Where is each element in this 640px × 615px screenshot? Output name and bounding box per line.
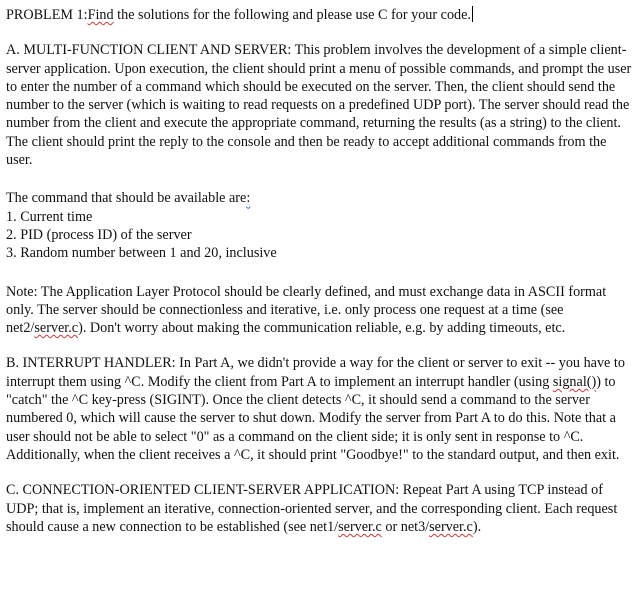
command-item: 2. PID (process ID) of the server: [6, 226, 192, 243]
note-text-before: Note: The Application Layer Protocol should be clearly defined, and must exchange data in ASCII format only. The server should be connectionless and iterative, i.e. only process one request at a time (see net2/: [6, 283, 607, 337]
section-c-text-before: C. CONNECTION-ORIENTED CLIENT-SERVER APPLICATION: Repeat Part A using TCP instead of UDP; that is, implement an iterative, connection-oriented server, and the corresponding client. Each request should cause a new connection to be established (see net1/: [6, 482, 618, 535]
problem-title-prefix: PROBLEM 1:: [6, 7, 88, 23]
problem-title: [6, 6, 634, 24]
spelling-flag-server-c-1: server.c: [338, 518, 382, 535]
section-a-paragraph: A. MULTI-FUNCTION CLIENT AND SERVER: This problem involves the development of a simple client-server application. Upon execution, the client should print a menu of possible commands, and prompt the user to enter the number of a command which should be executed on the server. Then, the client should send the number to the server (which is waiting to read requests on a predefined UDP port). The server should read the number from the client and execute the appropriate command, returning the results (as a string) to the client. The client should print the reply to the console and then be ready to accept additional commands from the user.: [6, 42, 632, 169]
command-list-intro: [6, 189, 634, 207]
command-item: 1. Current time: [6, 208, 93, 225]
problem-title-rest: the solutions for the following and please use C for your code.: [113, 7, 471, 23]
spelling-flag-server-c-2: server.c: [429, 518, 473, 535]
spelling-flag-signal: signal(): [552, 373, 597, 390]
note-paragraph: [6, 283, 634, 338]
section-b-text-after: ) to "catch" the ^C key-press (SIGINT). Once the client detects ^C, it should send a command to the server numbered 0, which will cause the server to shut down. Modify the server from Part A to do this. Note that a user should not be able to select "0" as a command on the client side; it is only sent in response to ^C. Additionally, when the client receives a ^C, it should print "Goodbye!" to the standard output, and then exit.: [6, 373, 620, 463]
grammar-flag-colon: :: [246, 190, 251, 207]
spelling-flag-server-c: server.c: [34, 320, 79, 337]
section-b-text-before: B. INTERRUPT HANDLER: In Part A, we didn't provide a way for the client or server to exit -- you have to interrupt them using ^C. Modify the client from Part A to implement an interrupt handler (using: [6, 355, 625, 390]
text-cursor: [472, 6, 473, 22]
section-b-paragraph: [6, 354, 634, 464]
section-c-text-after: ).: [472, 518, 482, 535]
note-text-after: ). Don't worry about making the communication reliable, e.g. by adding timeouts, etc.: [78, 320, 566, 337]
command-intro-text: The command that should be available are: [6, 190, 247, 207]
section-c-paragraph: [6, 481, 634, 536]
command-list: [6, 189, 634, 262]
section-c-text-middle: or net3/: [381, 518, 430, 535]
document-body[interactable]: [6, 6, 634, 536]
spelling-flag-find: Find: [87, 7, 114, 23]
command-item: 3. Random number between 1 and 20, inclusive: [6, 245, 277, 262]
